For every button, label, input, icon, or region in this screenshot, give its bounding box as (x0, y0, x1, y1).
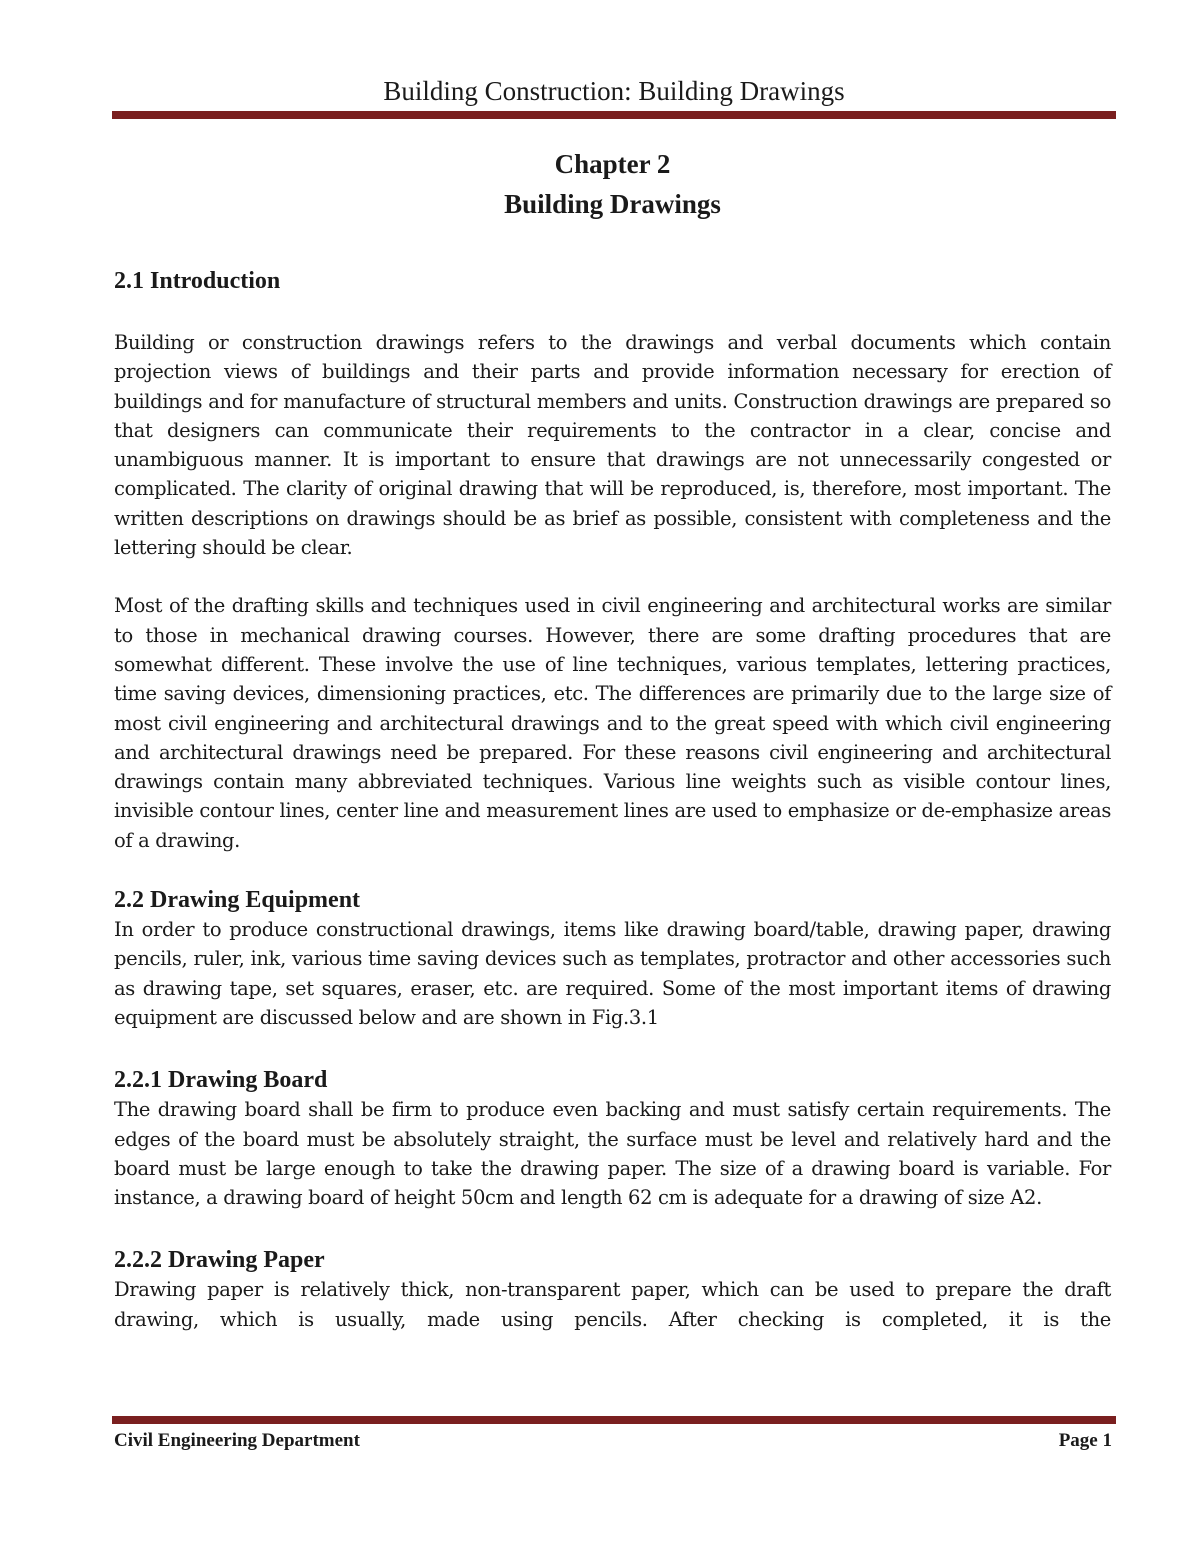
board-paragraph: The drawing board shall be firm to produce even backing and must satisfy certain requirements. The edges of the board must be absolutely straight, the surface must be level and relatively hard and the board must be large enough to take the drawing paper. The size of a drawing board is variable. For instance, a drawing board of height 50cm and length 62 cm is adequate for a drawing of size A2. (114, 1098, 1111, 1210)
header-rule (112, 111, 1116, 119)
section-heading-drawing-equipment: 2.2 Drawing Equipment (114, 887, 361, 914)
section-heading-introduction: 2.1 Introduction (114, 268, 281, 294)
equipment-paragraph: In order to produce constructional drawings, items like drawing board/table, drawing paper, drawing pencils, ruler, ink, various time saving devices such as templates, protractor and other accessories such as drawing tape, set squares, eraser, etc. are required. Some of the most important items of drawing equipment are discussed below and are shown in Fig.3.1 (114, 918, 1111, 1029)
page-content (114, 144, 1111, 1334)
intro-paragraph-1: Building or construction drawings refers to the drawings and verbal documents which contain projection views of buildings and their parts and provide information necessary for erection of buildings and for manufacture of structural members and units. Construction drawings are prepared so that designers can communicate their requirements to the contractor in a clear, concise and unambiguous manner. It is important to ensure that drawings are not unnecessarily congested or complicated. The clarity of original drawing that will be reproduced, is, therefore, most important. The written descriptions on drawings should be as brief as possible, consistent with completeness and the lettering should be clear. (114, 331, 1111, 560)
footer-rule (112, 1416, 1116, 1424)
running-header: Building Construction: Building Drawings (383, 76, 845, 106)
footer-department: Civil Engineering Department (114, 1430, 360, 1451)
page-number: Page 1 (1058, 1430, 1112, 1451)
section-heading-drawing-board: 2.2.1 Drawing Board (114, 1067, 328, 1094)
paper-paragraph: Drawing paper is relatively thick, non-transparent paper, which can be used to prepare the draft drawing, which is usually, made using pencils. After checking is completed, it is the (114, 1278, 1111, 1331)
intro-paragraph-2: Most of the drafting skills and techniques used in civil engineering and architectural works are similar to those in mechanical drawing courses. However, there are some drafting procedures that are somewhat different. These involve the use of line techniques, various templates, lettering practices, time saving devices, dimensioning practices, etc. The differences are primarily due to the large size of most civil engineering and architectural drawings and to the great speed with which civil engineering and architectural drawings need be prepared. For these reasons civil engineering and architectural drawings contain many abbreviated techniques. Various line weights such as visible contour lines, invisible contour lines, center line and measurement lines are used to emphasize or de-emphasize areas of a drawing. (114, 594, 1111, 852)
section-heading-drawing-paper: 2.2.2 Drawing Paper (114, 1247, 325, 1274)
chapter-number: Chapter 2 (554, 149, 671, 179)
chapter-title: Building Drawings (504, 189, 721, 219)
